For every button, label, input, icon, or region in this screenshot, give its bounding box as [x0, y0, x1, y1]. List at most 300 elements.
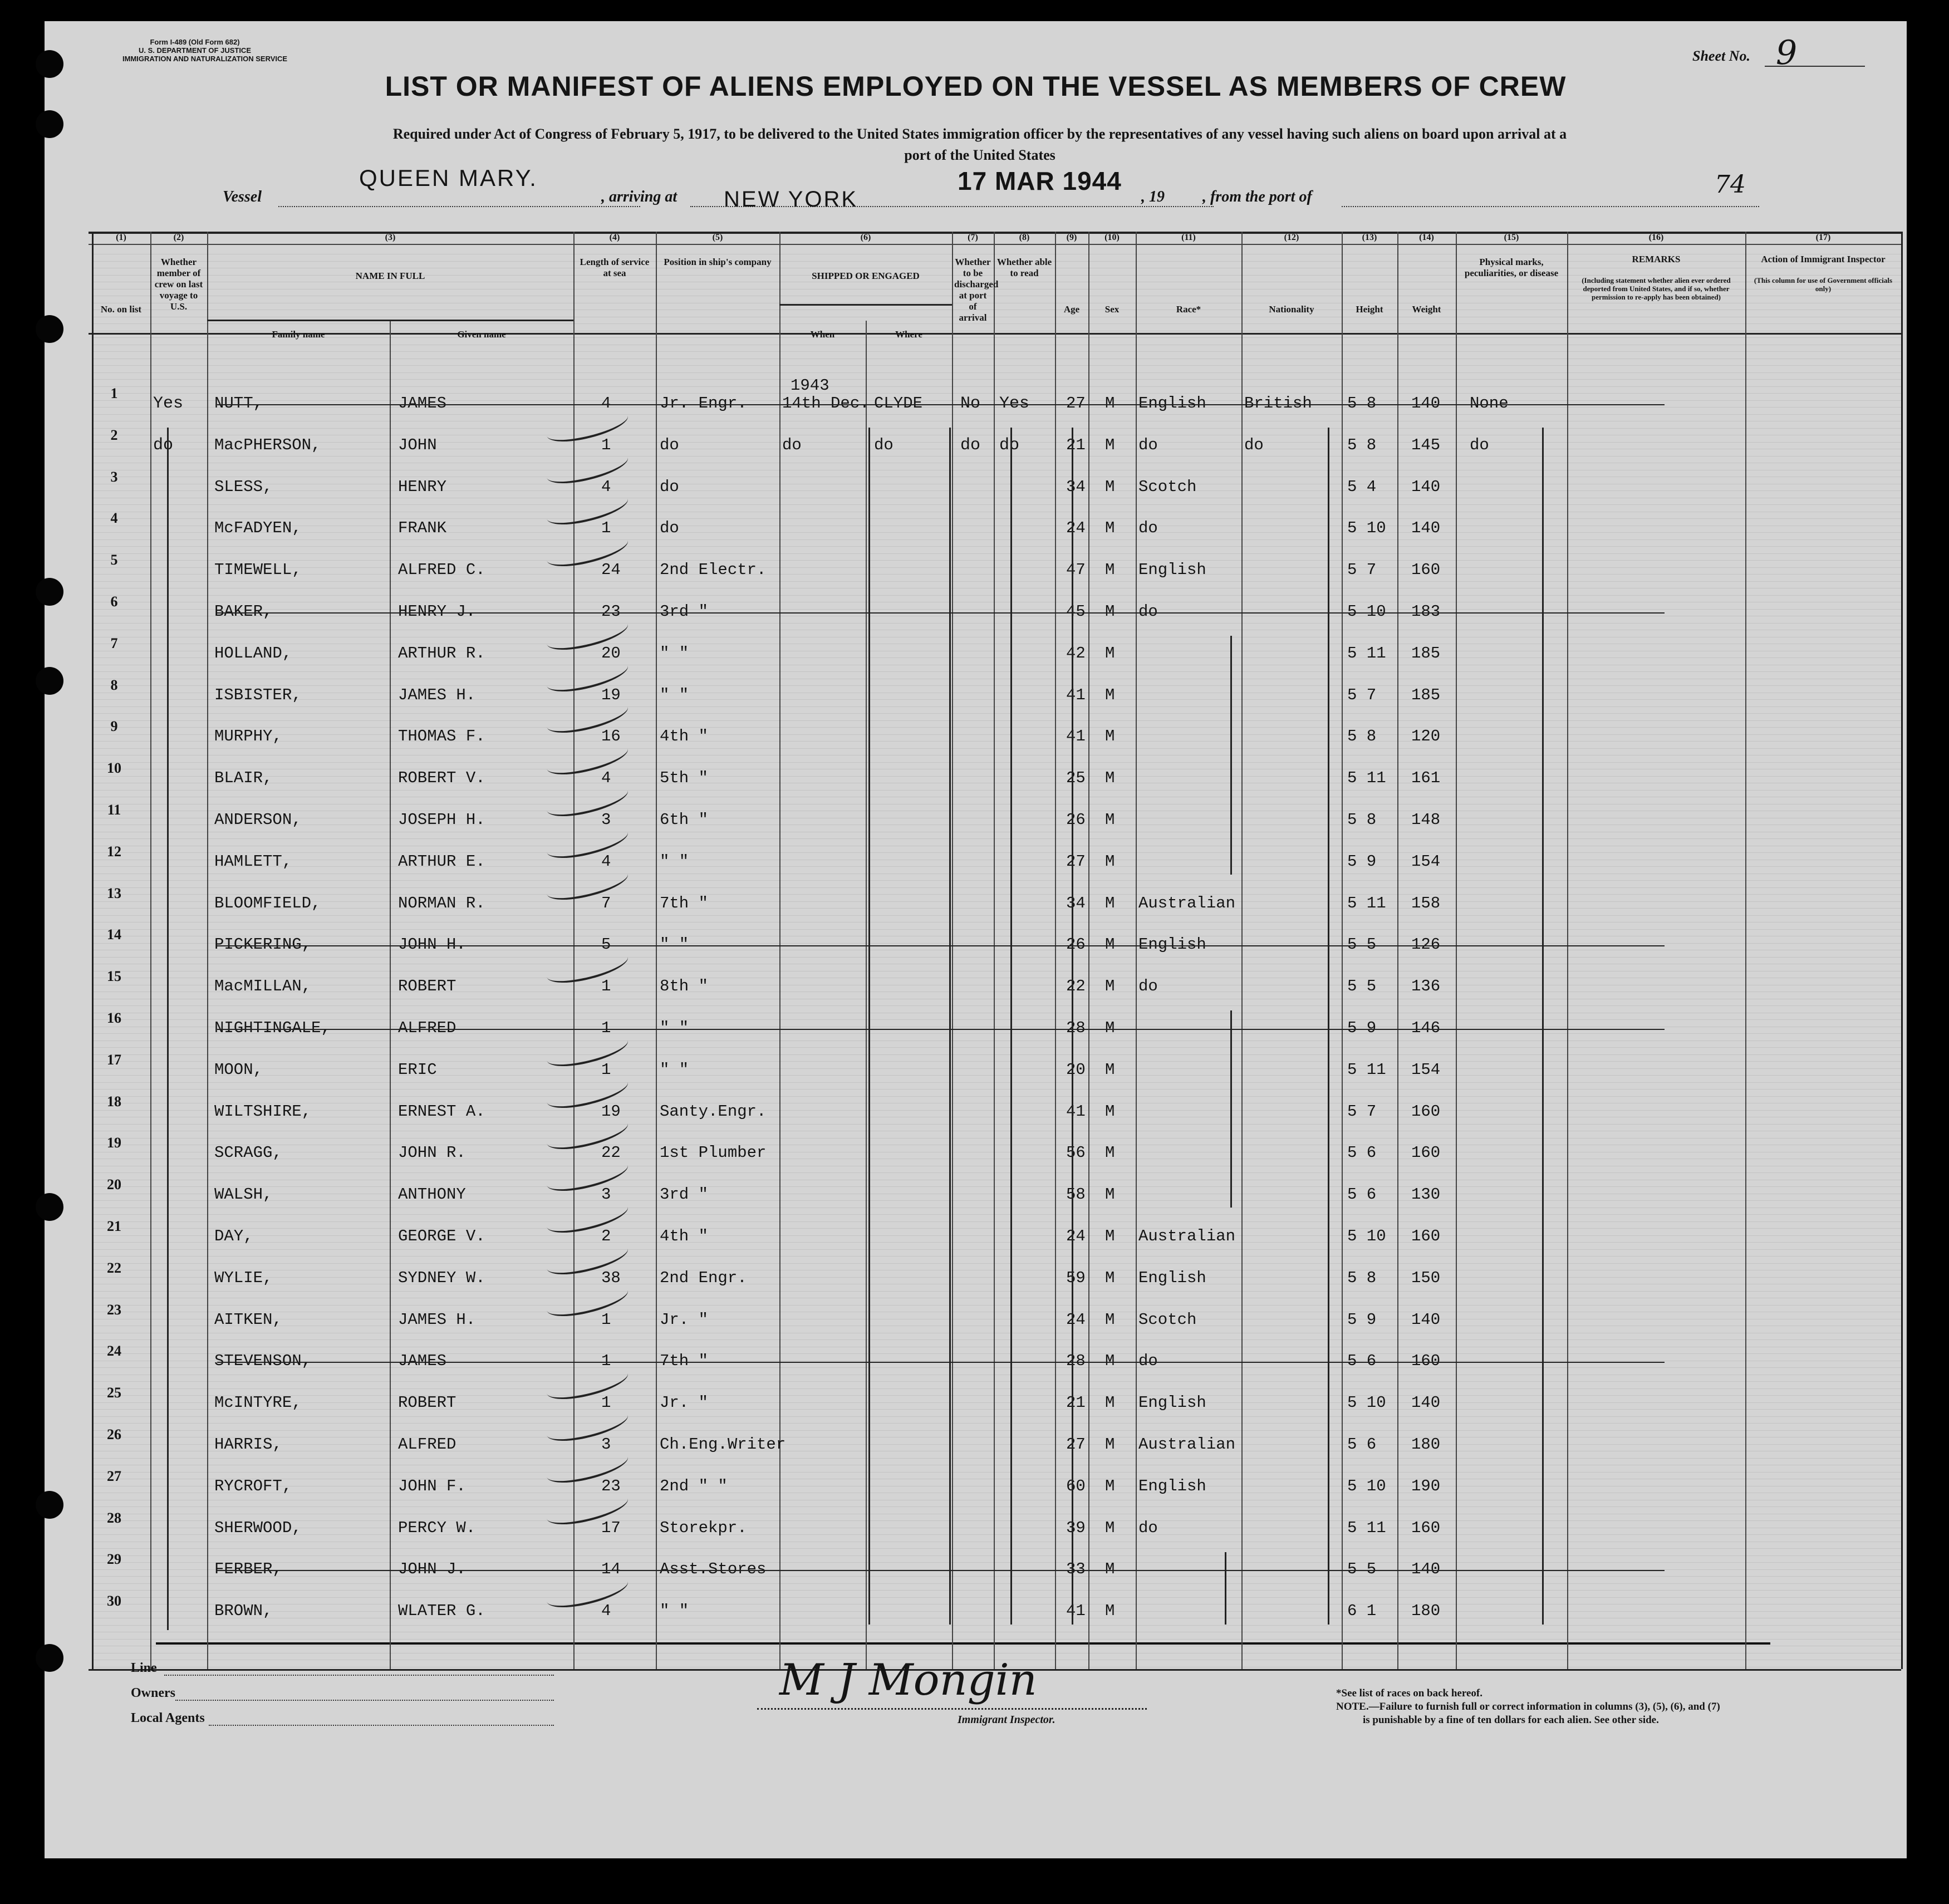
ledger-line [92, 1367, 1901, 1368]
prev-voyage: do [153, 435, 174, 455]
owners-label: Owners [131, 1686, 175, 1700]
shipped-when: 14th Dec. [782, 394, 870, 413]
ledger-line [92, 657, 1901, 658]
column-divider [207, 232, 208, 1669]
age: 24 [1066, 1310, 1086, 1329]
column-number: (4) [609, 233, 620, 242]
footnote-note: NOTE.—Failure to furnish full or correct information in columns (3), (5), (6), and (7) [1336, 1701, 1720, 1712]
column-heading: Length of service at sea [580, 257, 650, 278]
family-name: FERBER, [214, 1560, 282, 1579]
given-name: ARTHUR R. [398, 644, 485, 663]
height: 5 6 [1347, 1144, 1377, 1162]
given-name: JAMES H. [398, 685, 476, 704]
row-number: 4 [110, 510, 118, 527]
local-agents-label: Local Agents [131, 1711, 205, 1725]
length-of-service: 3 [601, 1185, 611, 1204]
ledger-line [92, 1277, 1901, 1278]
length-of-service: 14 [601, 1560, 621, 1579]
struck-entry-line [217, 404, 1665, 405]
physical-marks: None [1470, 394, 1509, 413]
length-of-service: 16 [601, 727, 621, 746]
row-number: 21 [107, 1218, 121, 1234]
ledger-line [92, 1186, 1901, 1187]
form-id-line: U. S. DEPARTMENT OF JUSTICE [139, 46, 251, 55]
race: Scotch [1138, 1310, 1197, 1329]
ledger-line [92, 1249, 1901, 1250]
race: English [1138, 1268, 1206, 1287]
inspector-label: Immigrant Inspector. [958, 1714, 1055, 1726]
column-divider [1055, 232, 1056, 1669]
given-name: PERCY W. [398, 1518, 476, 1537]
column-heading: NAME IN FULL [355, 271, 425, 281]
ledger-line [92, 706, 1901, 707]
given-name-divider [390, 321, 391, 1669]
ledger-line [92, 365, 1901, 366]
ledger-line [92, 1005, 1901, 1006]
age: 34 [1066, 894, 1086, 912]
row-number: 26 [107, 1426, 121, 1442]
sex: M [1105, 1352, 1115, 1371]
ledger-line [92, 929, 1901, 930]
age: 28 [1066, 1019, 1086, 1037]
able-to-read: do [999, 435, 1020, 455]
ledger-line [92, 1555, 1901, 1556]
ledger-line [92, 532, 1901, 533]
ledger-line [92, 351, 1901, 352]
length-of-service: 1 [601, 435, 611, 454]
ledger-line [92, 880, 1901, 881]
age: 45 [1066, 602, 1086, 621]
column-subheading: Given name [457, 329, 506, 340]
height: 5 10 [1347, 519, 1386, 538]
weight: 160 [1411, 1227, 1441, 1245]
column-heading: No. on list [100, 304, 142, 315]
height: 5 5 [1347, 935, 1377, 954]
weight: 185 [1411, 644, 1441, 663]
given-name: JAMES [398, 394, 447, 413]
weight: 120 [1411, 727, 1441, 746]
age: 33 [1066, 1560, 1086, 1579]
column-number: (12) [1284, 233, 1299, 242]
ledger-line [92, 518, 1901, 519]
column-heading: Weight [1412, 304, 1441, 315]
position: " " [660, 1602, 689, 1621]
length-of-service: 4 [601, 852, 611, 871]
age: 21 [1066, 1393, 1086, 1412]
race: English [1138, 394, 1206, 413]
ledger-line [92, 442, 1901, 443]
ledger-line [92, 1291, 1901, 1292]
year-label: , 19 [1141, 188, 1165, 205]
family-name: BROWN, [214, 1602, 273, 1621]
race: do [1138, 1518, 1158, 1537]
ledger-line [92, 762, 1901, 763]
age: 39 [1066, 1518, 1086, 1537]
family-name: McFADYEN, [214, 519, 302, 538]
ledger-line [92, 1597, 1901, 1598]
ledger-line [92, 595, 1901, 596]
ledger-line [92, 609, 1901, 610]
family-name: BLOOMFIELD, [214, 894, 321, 912]
sex: M [1105, 1144, 1115, 1162]
ledger-line [92, 400, 1901, 401]
position: Jr. Engr. [660, 394, 747, 413]
ditto-line [1010, 428, 1012, 1625]
ledger-line [92, 713, 1901, 714]
given-name: ALFRED [398, 1019, 456, 1037]
check-mark [544, 1362, 631, 1406]
height: 5 8 [1347, 1268, 1377, 1287]
ledger-line [92, 1256, 1901, 1257]
weight: 146 [1411, 1019, 1441, 1037]
length-of-service: 2 [601, 1227, 611, 1245]
height: 5 9 [1347, 852, 1377, 871]
position: 1st Plumber [660, 1144, 767, 1162]
column-note: (This column for use of Government officials only) [1754, 276, 1893, 293]
age: 56 [1066, 1144, 1086, 1162]
position: 8th " [660, 977, 709, 996]
position: Santy.Engr. [660, 1102, 767, 1121]
family-name: SHERWOOD, [214, 1518, 302, 1537]
sex: M [1105, 977, 1115, 996]
given-name: JOSEPH H. [398, 811, 485, 829]
family-name: HARRIS, [214, 1435, 282, 1454]
family-name: PICKERING, [214, 935, 312, 954]
punch-hole [36, 667, 63, 695]
vessel-name: QUEEN MARY. [359, 165, 538, 191]
sex: M [1105, 1227, 1115, 1245]
race: do [1138, 1352, 1158, 1371]
column-divider [1342, 232, 1343, 1669]
arriving-label: , arriving at [601, 188, 678, 205]
form-id-line: Form I-489 (Old Form 682) [150, 38, 240, 46]
given-name: ROBERT [398, 1393, 456, 1412]
ledger-line [92, 539, 1901, 540]
inspector-signature: M J Mongin [779, 1655, 1037, 1705]
line-dots [164, 1675, 554, 1676]
sex: M [1105, 1518, 1115, 1537]
ledger-line [92, 1019, 1901, 1020]
able-to-read: Yes [999, 394, 1030, 413]
ledger-line [92, 386, 1901, 387]
row-number: 1 [110, 385, 118, 401]
sex: M [1105, 769, 1115, 788]
row-number: 30 [107, 1593, 121, 1609]
column-divider [1456, 232, 1457, 1669]
column-divider [994, 232, 995, 1669]
age: 41 [1066, 727, 1086, 746]
column-heading: Position in ship's company [664, 257, 772, 267]
height: 5 7 [1347, 561, 1377, 580]
sex: M [1105, 727, 1115, 746]
column-heading: REMARKS [1632, 254, 1681, 264]
position: " " [660, 1019, 689, 1037]
vessel-label: Vessel [223, 188, 262, 205]
race: Australian [1138, 894, 1236, 912]
sex: M [1105, 685, 1115, 704]
height: 5 8 [1347, 727, 1377, 746]
position: 4th " [660, 1227, 709, 1245]
age: 21 [1066, 435, 1086, 454]
length-of-service: 38 [601, 1268, 621, 1287]
height: 5 7 [1347, 1102, 1377, 1121]
ledger-line [92, 1172, 1901, 1173]
family-name: WYLIE, [214, 1268, 273, 1287]
ledger-line [92, 1339, 1901, 1340]
ledger-line [92, 1625, 1901, 1626]
column-heading: Whether able to read [996, 257, 1052, 278]
date-stamp: 17 MAR 1944 [958, 166, 1122, 195]
family-name: RYCROFT, [214, 1476, 292, 1495]
ledger-line [92, 560, 1901, 561]
column-number: (17) [1815, 233, 1831, 242]
age: 34 [1066, 477, 1086, 496]
sex: M [1105, 644, 1115, 663]
weight: 150 [1411, 1268, 1441, 1287]
ledger-line [92, 1263, 1901, 1264]
ledger-line [92, 908, 1901, 909]
row-number: 23 [107, 1301, 121, 1318]
line-label: Line [131, 1661, 157, 1675]
column-number: (14) [1419, 233, 1434, 242]
column-heading: SHIPPED OR ENGAGED [812, 271, 920, 281]
ledger-line [92, 1472, 1901, 1473]
position: " " [660, 852, 689, 871]
ledger-line [92, 1033, 1901, 1034]
position: 4th " [660, 727, 709, 746]
page-title: LIST OR MANIFEST OF ALIENS EMPLOYED ON THE VESSEL AS MEMBERS OF CREW [385, 71, 1567, 102]
ledger-line [92, 1305, 1901, 1306]
ledger-line [92, 915, 1901, 916]
row-number: 25 [107, 1385, 121, 1401]
weight: 185 [1411, 685, 1441, 704]
family-name: ISBISTER, [214, 685, 302, 704]
ledger-line [92, 1520, 1901, 1521]
position: Ch.Eng.Writer [660, 1435, 786, 1454]
ledger-line [92, 553, 1901, 554]
ledger-line [92, 1124, 1901, 1125]
height: 5 11 [1347, 894, 1386, 912]
shipped-year: 1943 [791, 376, 829, 395]
ledger-line [92, 581, 1901, 582]
column-heading: Physical marks, peculiarities, or disease [1464, 257, 1559, 278]
column-number: (11) [1181, 233, 1196, 242]
column-heading: Race* [1176, 304, 1201, 315]
column-divider [1901, 232, 1903, 1669]
weight: 154 [1411, 1060, 1441, 1079]
length-of-service: 1 [601, 519, 611, 538]
given-name: JOHN [398, 435, 437, 454]
column-divider [1241, 232, 1243, 1669]
sex: M [1105, 477, 1115, 496]
height: 5 10 [1347, 602, 1386, 621]
ledger-line [92, 776, 1901, 777]
age: 59 [1066, 1268, 1086, 1287]
form-id-line: IMMIGRATION AND NATURALIZATION SERVICE [122, 55, 288, 63]
ledger-line [92, 372, 1901, 373]
row-number: 12 [107, 843, 121, 860]
given-name: THOMAS F. [398, 727, 485, 746]
ledger-line [92, 901, 1901, 902]
column-subheading: Family name [272, 329, 325, 340]
ledger-line [92, 720, 1901, 721]
ditto-line [1225, 1552, 1226, 1625]
age: 27 [1066, 1435, 1086, 1454]
height: 5 10 [1347, 1476, 1386, 1495]
sex: M [1105, 1435, 1115, 1454]
check-mark [544, 1195, 631, 1239]
check-mark [544, 1028, 631, 1072]
age: 27 [1066, 394, 1086, 413]
ditto-line [1072, 428, 1073, 1625]
from-port-label: , from the port of [1202, 188, 1312, 205]
height: 5 4 [1347, 477, 1377, 496]
ledger-line [92, 1506, 1901, 1507]
height: 5 6 [1347, 1352, 1377, 1371]
height: 5 5 [1347, 1560, 1377, 1579]
check-mark [544, 487, 631, 531]
ledger-line [92, 1576, 1901, 1577]
ledger-line [92, 699, 1901, 700]
weight: 160 [1411, 1352, 1441, 1371]
ledger-line [92, 1214, 1901, 1215]
row-number: 10 [107, 760, 121, 777]
given-name: JOHN F. [398, 1476, 466, 1495]
ledger-line [92, 546, 1901, 547]
family-name: BLAIR, [214, 769, 273, 788]
given-name: JOHN J. [398, 1560, 466, 1579]
column-number: (9) [1066, 233, 1077, 242]
weight: 160 [1411, 561, 1441, 580]
row-number: 29 [107, 1551, 121, 1568]
footnote [1336, 1687, 1720, 1727]
position: do [660, 435, 679, 454]
ledger-line [92, 671, 1901, 672]
struck-entry-line [217, 1029, 1665, 1030]
column-number: (3) [385, 233, 396, 242]
family-name: MacPHERSON, [214, 435, 321, 454]
sex: M [1105, 1102, 1115, 1121]
check-mark [544, 445, 631, 489]
ledger-line [92, 1096, 1901, 1097]
ledger-line [92, 1423, 1901, 1424]
family-name: HOLLAND, [214, 644, 292, 663]
family-name: DAY, [214, 1227, 253, 1245]
ledger-line [92, 790, 1901, 791]
sex: M [1105, 519, 1115, 538]
column-divider [952, 232, 953, 1669]
ledger-line [92, 1075, 1901, 1076]
owners-dots [175, 1700, 554, 1701]
column-heading: Action of Immigrant Inspector [1761, 254, 1886, 264]
weight: 140 [1411, 477, 1441, 496]
height: 6 1 [1347, 1602, 1377, 1621]
given-name: JOHN R. [398, 1144, 466, 1162]
check-mark [544, 1404, 631, 1447]
ledger-line [92, 1200, 1901, 1201]
length-of-service: 1 [601, 977, 611, 996]
column-divider [150, 232, 151, 1669]
length-of-service: 1 [601, 1060, 611, 1079]
shipped-group-rule [779, 304, 952, 306]
check-mark [544, 779, 631, 823]
column-number: (5) [712, 233, 723, 242]
signature-line [757, 1708, 1147, 1710]
height: 5 11 [1347, 644, 1386, 663]
given-name: FRANK [398, 519, 447, 538]
height: 5 9 [1347, 1310, 1377, 1329]
ledger-line [92, 414, 1901, 415]
ledger-line [92, 887, 1901, 888]
sex: M [1105, 1310, 1115, 1329]
age: 41 [1066, 685, 1086, 704]
position: 3rd " [660, 1185, 709, 1204]
position: 2nd Engr. [660, 1268, 747, 1287]
struck-entry-line [217, 612, 1665, 614]
column-divider [656, 232, 657, 1669]
from-port-underline [1342, 206, 1759, 207]
ledger-line [92, 456, 1901, 457]
struck-entry-line [217, 945, 1665, 946]
height: 5 6 [1347, 1435, 1377, 1454]
given-name: ERIC [398, 1060, 437, 1079]
row-number: 7 [110, 635, 118, 651]
column-number-rule [89, 244, 1901, 245]
height: 5 11 [1347, 1060, 1386, 1079]
sex: M [1105, 1560, 1115, 1579]
given-name: ERNEST A. [398, 1102, 485, 1121]
position: Jr. " [660, 1393, 709, 1412]
position: 6th " [660, 811, 709, 829]
row-number: 8 [110, 676, 118, 693]
weight: 130 [1411, 1185, 1441, 1204]
column-heading: Whether member of crew on last voyage to U.S. [154, 257, 203, 312]
shipped-where: do [874, 435, 894, 454]
sex: M [1105, 561, 1115, 580]
position: " " [660, 1060, 689, 1079]
ledger-line [92, 1548, 1901, 1549]
given-name: ALFRED [398, 1435, 456, 1454]
position: 3rd " [660, 602, 709, 621]
struck-entry-line [217, 1362, 1665, 1363]
ledger-line [92, 1409, 1901, 1410]
punch-hole [36, 1491, 63, 1519]
position: 7th " [660, 894, 709, 912]
ledger-line [92, 1047, 1901, 1048]
race: do [1138, 602, 1158, 621]
shipped-where-divider [866, 321, 867, 1669]
ledger-line [92, 490, 1901, 491]
position: Storekpr. [660, 1518, 747, 1537]
discharged: do [960, 435, 981, 455]
given-name: ARTHUR E. [398, 852, 485, 871]
sex: M [1105, 1019, 1115, 1037]
family-name: AITKEN, [214, 1310, 282, 1329]
sex: M [1105, 811, 1115, 829]
ditto-line [1328, 428, 1329, 1625]
weight: 160 [1411, 1144, 1441, 1162]
ledger-line [92, 1569, 1901, 1570]
ledger-line [92, 894, 1901, 895]
column-divider [92, 232, 94, 1669]
column-heading: Age [1063, 304, 1080, 315]
discharged: No [960, 394, 981, 413]
column-divider [1136, 232, 1137, 1669]
length-of-service: 24 [601, 561, 621, 580]
row-number: 19 [107, 1135, 121, 1151]
ledger-line [92, 393, 1901, 394]
weight: 148 [1411, 811, 1441, 829]
